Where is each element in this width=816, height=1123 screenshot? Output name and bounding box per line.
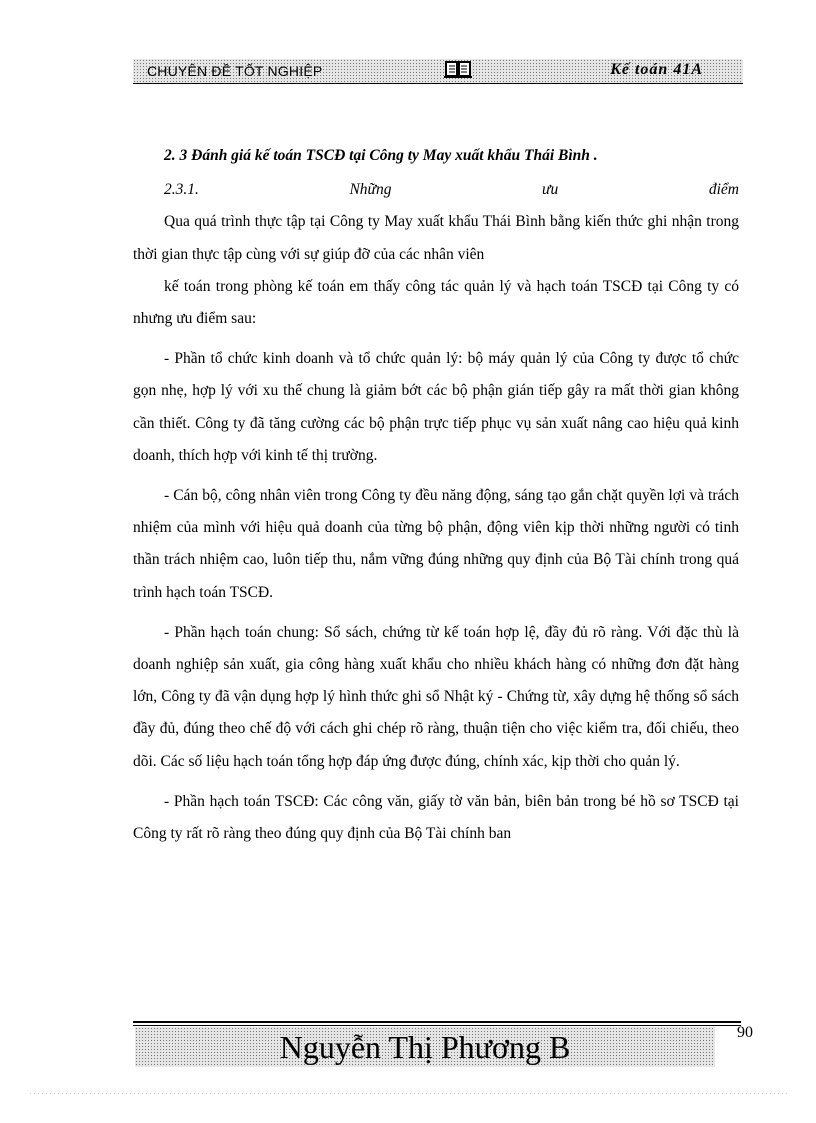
paragraph: - Phần hạch toán TSCĐ: Các công văn, giấy tờ văn bản, biên bản trong bé hồ sơ TSCĐ tại Công ty rất rõ ràng theo đúng quy định của Bộ Tài chính ban <box>133 792 739 843</box>
paragraph: kế toán trong phòng kế toán em thấy công tác quản lý và hạch toán TSCĐ tại Công ty có nhưng ưu điểm sau: <box>133 277 739 328</box>
footer-author: Nguyễn Thị Phương B <box>279 1029 571 1065</box>
bottom-dotted-rule <box>30 1093 790 1094</box>
paragraph: - Phần hạch toán chung: Sổ sách, chứng từ kế toán hợp lệ, đầy đủ rõ ràng. Với đặc thù là doanh nghiệp sản xuất, gia công hàng xuất khẩu cho nhiều khách hàng có những đơn đặt hàng lớn, Công ty đã vận dụng hợp lý hình thức ghi sổ Nhật ký - Chứng từ, xây dựng hệ thống sổ sách đầy đủ, đúng theo chế độ với cách ghi chép rõ ràng, thuận tiện cho việc kiểm tra, đối chiếu, theo dõi. Các số liệu hạch toán tổng hợp đáp ứng được đúng, chính xác, kịp thời cho quản lý. <box>133 623 739 770</box>
document-body <box>133 140 739 850</box>
book-icon <box>443 60 473 79</box>
header-band <box>133 59 743 83</box>
subheading-word-1: Những <box>349 181 392 199</box>
footer-band <box>135 1027 715 1067</box>
subheading-word-2: ưu <box>542 181 559 199</box>
header-left-title: CHUYÊN ĐỀ TỐT NGHIỆP <box>147 63 323 79</box>
header-right-title: Kế toán 41A <box>610 61 703 78</box>
footer-rule-thick <box>133 1021 741 1023</box>
footer-rule-thin <box>133 1025 741 1026</box>
subheading-word-3: điểm <box>708 181 739 199</box>
paragraph: Qua quá trình thực tập tại Công ty May xuất khẩu Thái Bình bằng kiến thức ghi nhận trong thời gian thực tập cùng với sự giúp đỡ của các nhân viên <box>133 213 739 263</box>
page-number: 90 <box>737 1024 753 1041</box>
paragraph: - Phần tổ chức kinh doanh và tổ chức quản lý: bộ máy quản lý của Công ty được tổ chức gọn nhẹ, hợp lý với xu thế chung là giảm bớt các bộ phận gián tiếp gây ra mất thời gian không cần thiết. Công ty đã tăng cường các bộ phận trực tiếp phục vụ sản xuất nâng cao hiệu quả kinh doanh, thích hợp với kinh tế thị trường. <box>133 350 739 464</box>
section-subheading <box>133 174 739 206</box>
subheading-number: 2.3.1. <box>164 181 199 199</box>
paragraph: - Cán bộ, công nhân viên trong Công ty đều năng động, sáng tạo gắn chặt quyền lợi và trách nhiệm của mình với hiệu quả doanh của từng bộ phận, động viên kịp thời những người có tinh thần trách nhiệm cao, luôn tiếp thu, nắm vững đúng những quy định của Bộ Tài chính trong quá trình hạch toán TSCĐ. <box>133 487 739 601</box>
header-rule <box>133 83 743 84</box>
section-heading: 2. 3 Đánh giá kế toán TSCĐ tại Công ty May xuất khẩu Thái Bình . <box>164 147 598 164</box>
